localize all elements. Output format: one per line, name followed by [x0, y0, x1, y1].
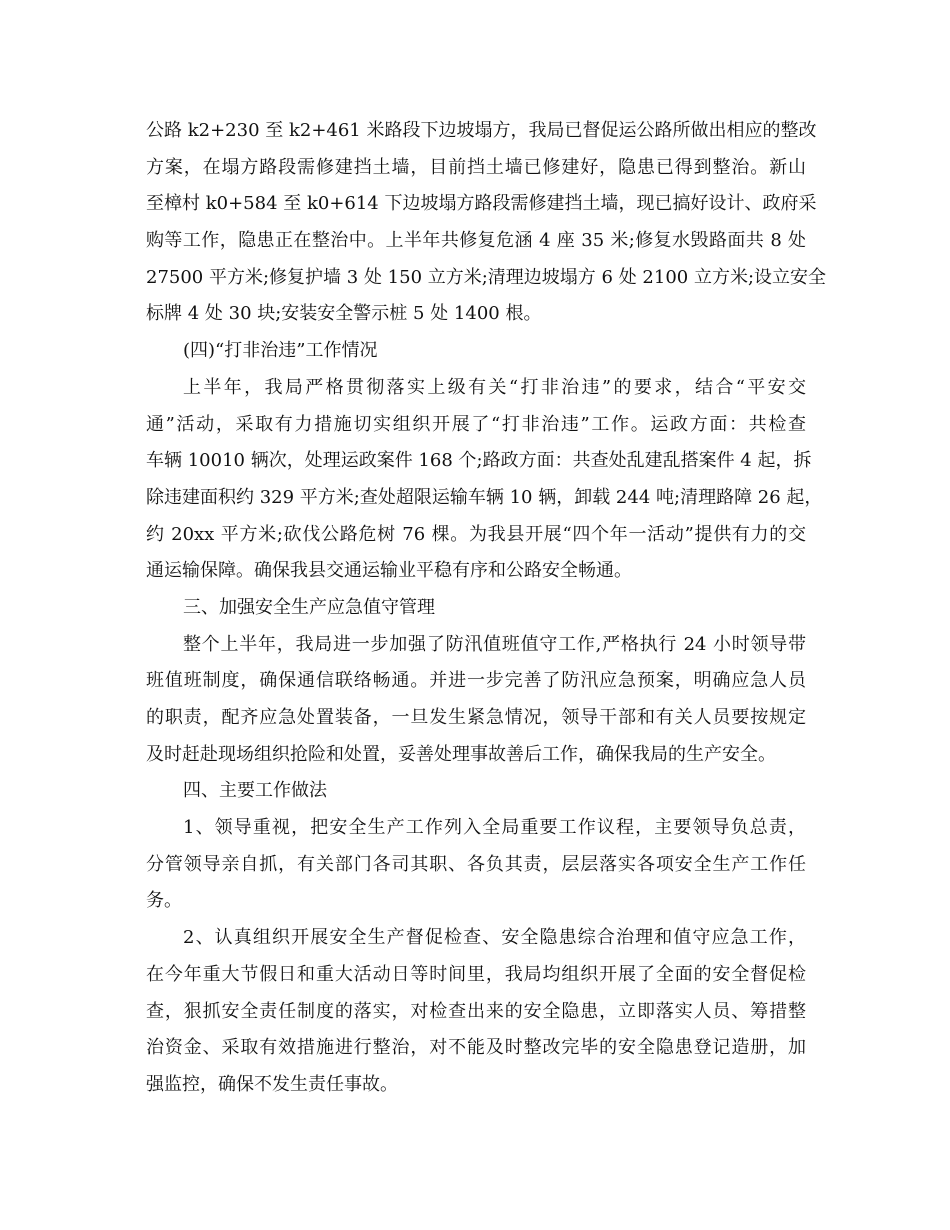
text-line: 除违建面积约 329 平方米;查处超限运输车辆 10 辆，卸载 244 吨;清理路障 26 起，: [146, 486, 823, 508]
text-line: 强监控，确保不发生责任事故。: [146, 1073, 398, 1095]
text-line: 标牌 4 处 30 块;安装安全警示桩 5 处 1400 根。: [146, 303, 542, 325]
text-line: 在今年重大节假日和重大活动日等时间里，我局均组织开展了全面的安全督促检: [146, 963, 806, 985]
text-line: 上半年，我局严格贯彻落实上级有关“打非治违”的要求，结合“平安交: [183, 376, 806, 398]
text-line: 查，狠抓安全责任制度的落实，对检查出来的安全隐患，立即落实人员、筹措整: [146, 1000, 806, 1022]
text-line: 方案，在塌方路段需修建挡土墙，目前挡土墙已修建好，隐患已得到整治。新山: [146, 156, 806, 178]
text-line: 通”活动，采取有力措施切实组织开展了“打非治违”工作。运政方面：共检查: [146, 413, 806, 435]
section-heading: (四)“打非治违”工作情况: [183, 340, 378, 362]
text-line: 至樟村 k0+584 至 k0+614 下边坡塌方路段需修建挡土墙，现已搞好设计、政府采: [146, 193, 817, 215]
document-body: [146, 113, 827, 1104]
text-line: 治资金、采取有效措施进行整治，对不能及时整改完毕的安全隐患登记造册，加: [146, 1037, 806, 1059]
text-line: 1、领导重视，把安全生产工作列入全局重要工作议程，主要领导负总责，: [183, 817, 806, 839]
text-line: 约 20xx 平方米;砍伐公路危树 76 棵。为我县开展“四个年一活动”提供有力的交: [146, 523, 806, 545]
text-line: 2、认真组织开展安全生产督促检查、安全隐患综合治理和值守应急工作，: [183, 927, 806, 949]
text-line: 务。: [146, 890, 182, 912]
text-line: 班值班制度，确保通信联络畅通。并进一步完善了防汛应急预案，明确应急人员: [146, 670, 806, 692]
text-line: 的职责，配齐应急处置装备，一旦发生紧急情况，领导干部和有关人员要按规定: [146, 707, 806, 728]
section-heading: 三、加强安全生产应急值守管理: [183, 596, 435, 618]
text-line: 27500 平方米;修复护墙 3 处 150 立方米;清理边坡塌方 6 处 2100 立方米;设立安全: [146, 266, 827, 288]
text-line: 车辆 10010 辆次，处理运政案件 168 个;路政方面：共查处乱建乱搭案件 4 起，拆: [146, 450, 812, 472]
text-line: 整个上半年，我局进一步加强了防汛值班值守工作,严格执行 24 小时领导带: [183, 633, 806, 655]
text-line: 通运输保障。确保我县交通运输业平稳有序和公路安全畅通。: [146, 560, 632, 582]
text-line: 公路 k2+230 至 k2+461 米路段下边坡塌方，我局已督促运公路所做出相应的整改: [146, 120, 817, 141]
text-line: 分管领导亲自抓，有关部门各司其职、各负其责，层层落实各项安全生产工作任: [146, 853, 806, 875]
section-heading: 四、主要工作做法: [183, 780, 327, 802]
text-line: 购等工作，隐患正在整治中。上半年共修复危涵 4 座 35 米;修复水毁路面共 8 处: [146, 230, 806, 252]
text-line: 及时赶赴现场组织抢险和处置，妥善处理事故善后工作，确保我局的生产安全。: [146, 743, 776, 765]
